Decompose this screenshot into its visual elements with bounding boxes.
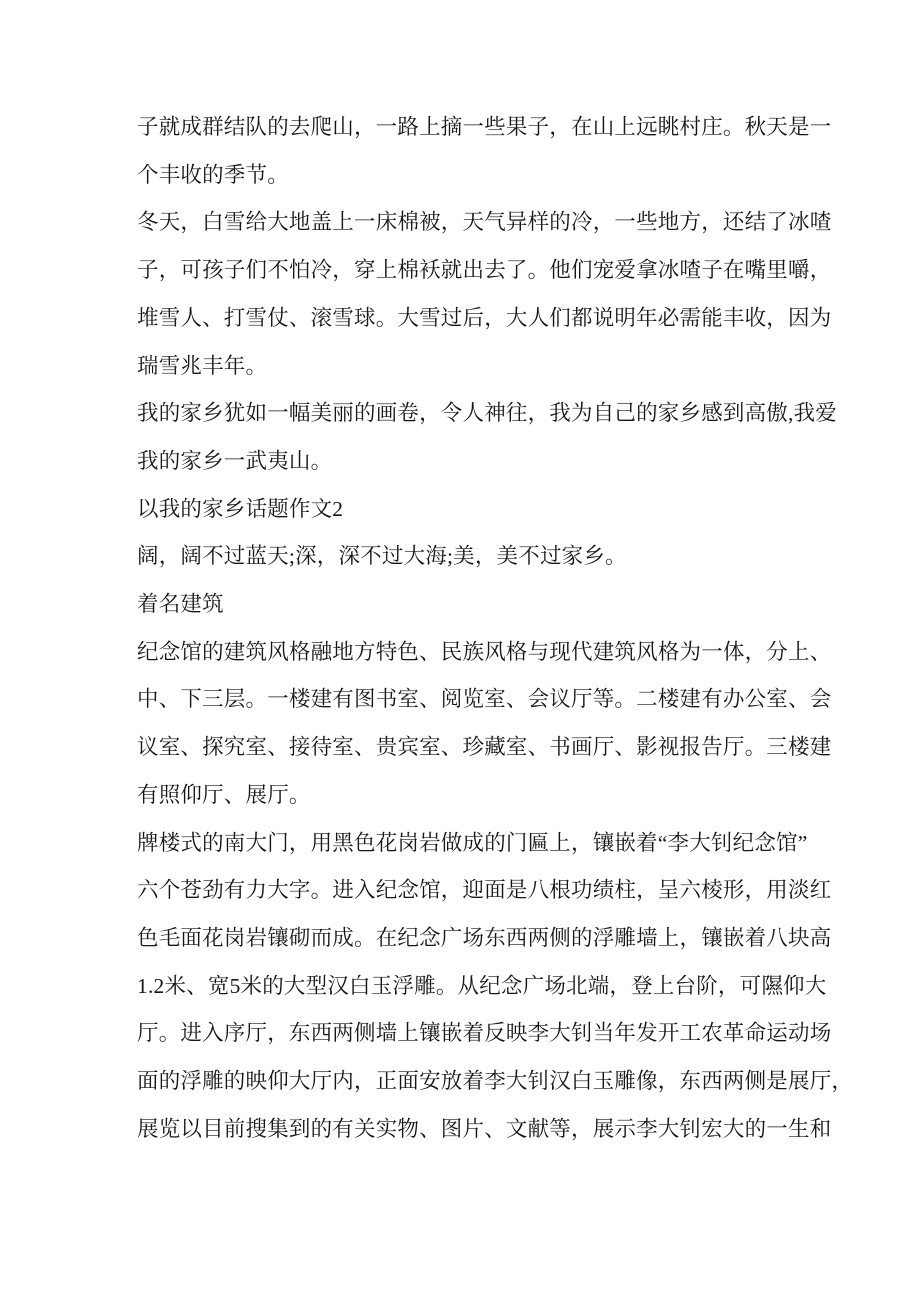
text-line: 以我的家乡话题作文2 — [137, 496, 344, 521]
text-line: 阔，阔不过蓝天;深，深不过大海;美，美不过家乡。 — [137, 544, 627, 569]
text-line: 有照仰厅、展厅。 — [137, 782, 311, 807]
text-line: 子就成群结队的去爬山，一路上摘一些果子，在山上远眺村庄。秋天是一 — [137, 115, 832, 139]
text-line: 议室、探究室、接待室、贵宾室、珍藏室、书画厅、影视报告厅。三楼建 — [137, 735, 832, 760]
text-line: 我的家乡一武夷山。 — [137, 448, 333, 473]
essay-text-block — [137, 104, 854, 1153]
text-line: 面的浮雕的映仰大厅内，正面安放着李大钊汉白玉雕像，东西两侧是展厅， — [137, 1069, 854, 1094]
text-line: 子，可孩子们不怕冷，穿上棉袄就出去了。他们宠爱拿冰喳子在嘴里嚼， — [137, 258, 832, 283]
text-line: 瑞雪兆丰年。 — [137, 353, 268, 378]
text-line: 纪念馆的建筑风格融地方特色、民族风格与现代建筑风格为一体，分上、 — [137, 639, 832, 664]
text-line: 六个苍劲有力大字。进入纪念馆，迎面是八根功绩柱，呈六棱形，用淡红 — [137, 878, 832, 903]
text-line: 色毛面花岗岩镶砌而成。在纪念广场东西两侧的浮雕墙上，镶嵌着八块高 — [137, 925, 832, 950]
text-line: 堆雪人、打雪仗、滚雪球。大雪过后，大人们都说明年必需能丰收，因为 — [137, 305, 832, 330]
text-line: 牌楼式的南大门，用黑色花岗岩做成的门匾上，镶嵌着“李大钊纪念馆” — [137, 830, 808, 855]
text-line: 着名建筑 — [137, 592, 224, 617]
text-line: 中、下三层。一楼建有图书室、阅览室、会议厅等。二楼建有办公室、会 — [137, 687, 832, 712]
text-line: 冬天，白雪给大地盖上一床棉被，天气异样的冷，一些地方，还结了冰喳 — [137, 210, 832, 235]
text-line: 厅。进入序厅，东西两侧墙上镶嵌着反映李大钊当年发开工农革命运动场 — [137, 1021, 832, 1046]
text-line: 个丰收的季节。 — [137, 162, 289, 187]
text-line: 展览以目前搜集到的有关实物、图片、文献等，展示李大钊宏大的一生和 — [137, 1116, 832, 1141]
text-line: 1.2米、宽5米的大型汉白玉浮雕。从纪念广场北端，登上台阶，可隰仰大 — [137, 973, 827, 998]
text-line: 我的家乡犹如一幅美丽的画卷，令人神往，我为自己的家乡感到高傲,我爱 — [137, 401, 837, 426]
